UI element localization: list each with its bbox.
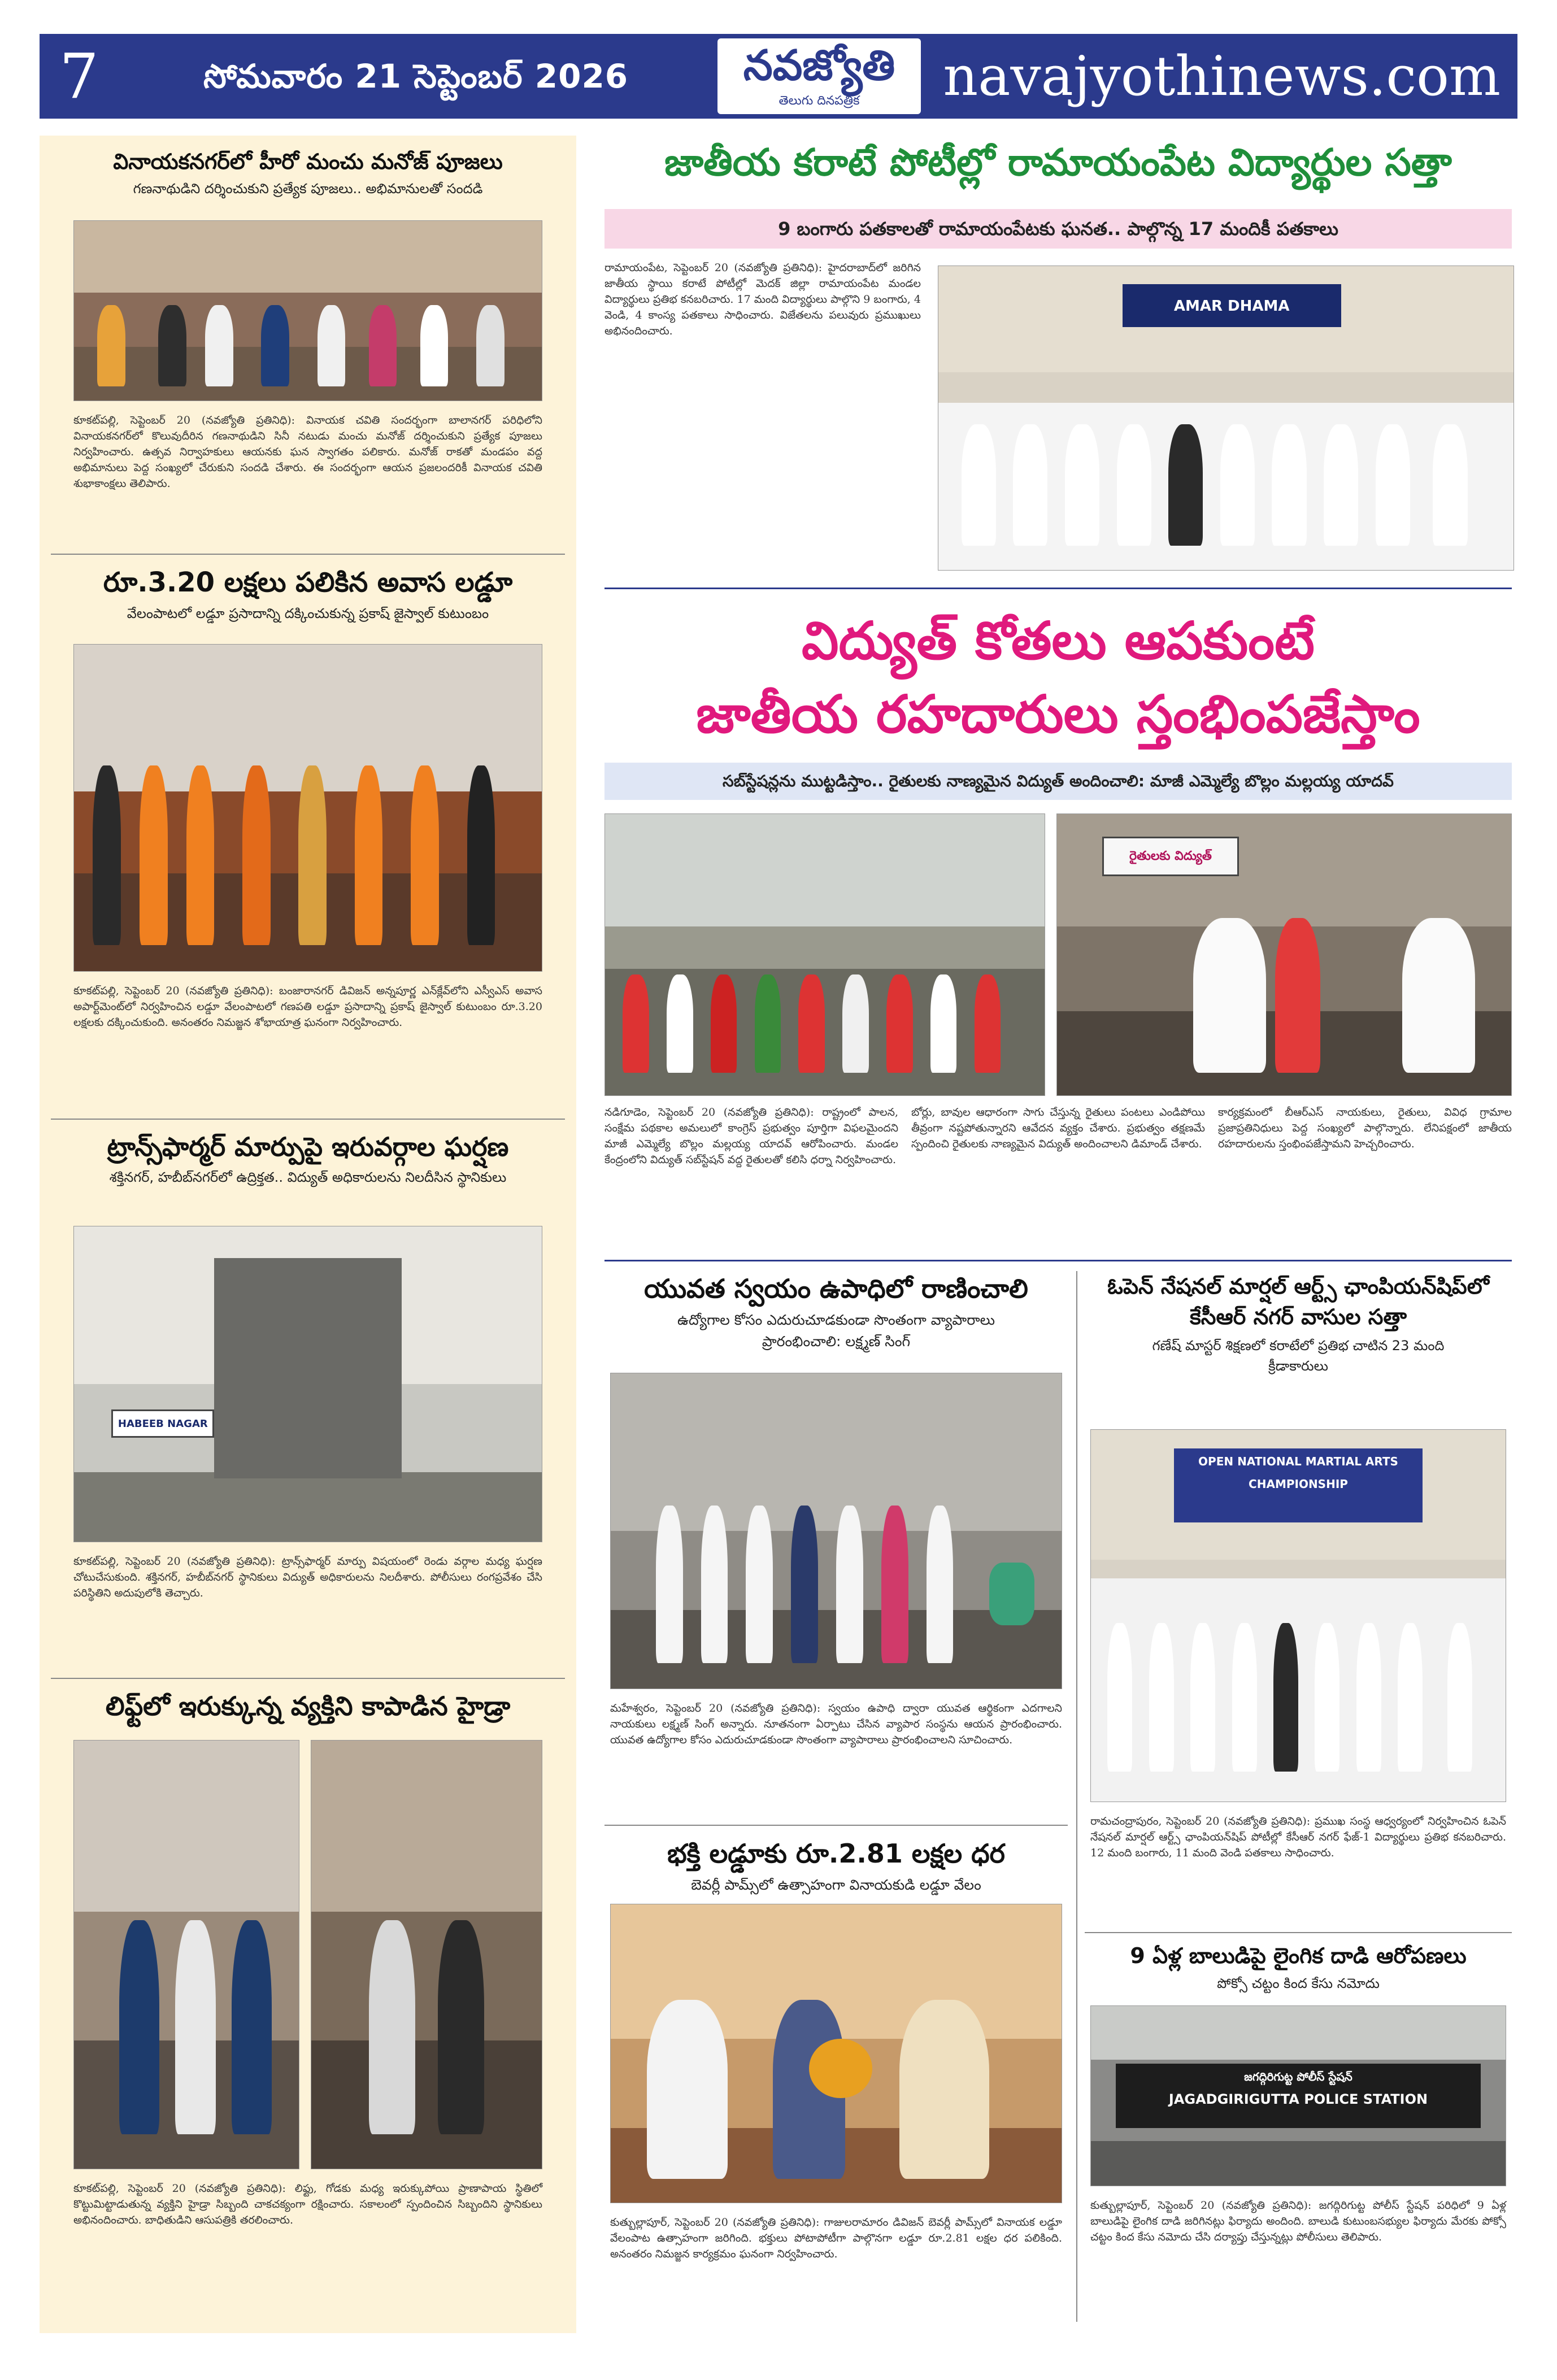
story-headline-line1: విద్యుత్ కోతలు ఆపకుంటే — [802, 611, 1315, 671]
story-subhead: బెవర్లీ పామ్స్‌లో ఉత్సాహంగా వినాయకుడి లడ్డూ వేలం — [691, 1877, 981, 1893]
story-power-cuts — [599, 604, 1517, 751]
photo-youth-shop — [610, 1373, 1062, 1689]
photo-martial-arts-team — [1090, 1429, 1506, 1802]
photo-rescue-2 — [311, 1740, 542, 2169]
column-separator — [1076, 1271, 1077, 2322]
story-subhead: వేలంపాటలో లడ్డూ ప్రసాదాన్ని దక్కించుకున్న ప్రకాష్ జైస్వాల్ కుటుంబం — [127, 606, 489, 621]
story-body: మహేశ్వరం, సెప్టెంబర్ 20 (నవజ్యోతి ప్రతినిధి): స్వయం ఉపాధి ద్వారా యువత ఆర్థికంగా ఎదగాలని నాయకులు లక్ష్మణ్ సింగ్ అన్నారు. నూతనంగా ఏర్పాటు చేసిన వ్యాపార సంస్థను ఆయన ప్రారంభించారు. యువత ఉద్యోగాల కోసం ఎదురుచూడకుండా సొంతంగా వ్యాపారాలు ప్రారంభించాలని సూచించారు. — [610, 1702, 1062, 1746]
divider — [604, 1260, 1512, 1261]
event-banner: OPEN NATIONAL MARTIAL ARTS CHAMPIONSHIP — [1174, 1448, 1423, 1523]
story-headline-line2: జాతీయ రహదారులు స్తంభింపజేస్తాం — [696, 684, 1420, 745]
logo-text: నవజ్యోతి — [743, 41, 895, 90]
story-subhead-line2: ప్రారంభించాలి: లక్ష్మణ్ సింగ్ — [762, 1333, 911, 1350]
story-headline: జాతీయ కరాటే పోటీల్లో రామాయంపేట విద్యార్థుల సత్తా — [664, 141, 1452, 184]
story-headline: వినాయకనగర్‌లో హీరో మంచు మనోజ్ పూజలు — [113, 149, 503, 174]
police-station-board — [1116, 2064, 1481, 2128]
story-avasa-laddu — [51, 565, 565, 624]
page-number: 7 — [59, 40, 99, 112]
street-sign: HABEEB NAGAR — [111, 1409, 214, 1438]
story-subhead-line1: గణేష్ మాస్టర్ శిక్షణలో కరాటేలో ప్రతిభ చాటిన 23 మంది — [1152, 1338, 1445, 1354]
story-headline-line2: కేసీఆర్ నగర్ వాసుల సత్తా — [1189, 1304, 1407, 1329]
story-body: రామచంద్రాపురం, సెప్టెంబర్ 20 (నవజ్యోతి ప్రతినిధి): ప్రముఖ సంస్థ ఆధ్వర్యంలో నిర్వహించిన ఓపెన్ నేషనల్ మార్షల్ ఆర్ట్స్ ఛాంపియన్‌షిప్ పోటీల్లో కేసీఆర్ నగర్ ఫేజ్-1 విద్యార్థులు ప్రతిభ కనబరిచారు. 12 మంది బంగారు, 11 మంది వెండి పతకాలు సాధించారు. — [1090, 1815, 1506, 1859]
subhead-box — [604, 209, 1512, 249]
photo-laddu-pandal — [73, 644, 542, 972]
story-martial-arts — [1085, 1271, 1512, 1376]
story-body: కూకట్‌పల్లి, సెప్టెంబర్ 20 (నవజ్యోతి ప్రతినిధి): లిఫ్టు, గోడకు మధ్య ఇరుక్కుపోయి ప్రాణాపాయ స్థితిలో కొట్టుమిట్టాడుతున్న వ్యక్తిని హైడ్రా సిబ్బంది చాకచక్యంగా రక్షించారు. సకాలంలో స్పందించిన సిబ్బందిని స్థానికులు అభినందించారు. బాధితుడిని ఆసుపత్రికి తరలించారు. — [73, 2182, 542, 2226]
photo-karate-winners — [938, 266, 1514, 571]
story-manchu-manoj — [51, 147, 565, 199]
story-subhead: సబ్‌స్టేషన్లను ముట్టడిస్తాం.. రైతులకు నాణ్యమైన విద్యుత్ అందించాలి: మాజీ ఎమ్మెల్యే బొల్లం మల్లయ్య యాదవ్ — [723, 772, 1394, 790]
newspaper-logo[interactable] — [717, 38, 921, 114]
photo-manoj-temple — [73, 220, 542, 401]
story-subhead: పోక్సో చట్టం కింద కేసు నమోదు — [1217, 1976, 1380, 1991]
story-headline-line1: ఓపెన్ నేషనల్ మార్షల్ ఆర్ట్స్ ఛాంపియన్‌షిప్‌లో — [1107, 1274, 1489, 1299]
story-body-col1: నడిగూడెం, సెప్టెంబర్ 20 (నవజ్యోతి ప్రతినిధి): రాష్ట్రంలో పాలన, సంక్షేమ పథకాల అమలులో కాంగ్రెస్ ప్రభుత్వం పూర్తిగా విఫలమైందని మాజీ ఎమ్మెల్యే బొల్లం మల్లయ్య యాదవ్ ఆరోపించారు. మండల కేంద్రంలోని విద్యుత్ సబ్‌స్టేషన్ వద్ద రైతులతో కలిసి ధర్నా నిర్వహించారు. — [604, 1106, 898, 1166]
story-subhead: 9 బంగారు పతకాలతో రామాయంపేటకు ఘనత.. పాల్గొన్న 17 మందికీ పతకాలు — [778, 218, 1338, 240]
photo-laddu-handover — [610, 1904, 1062, 2203]
story-pocso-case — [1085, 1940, 1512, 1994]
logo-tagline: తెలుగు దినపత్రిక — [778, 94, 860, 108]
issue-date: సోమవారం 21 సెప్టెంబర్ 2026 — [203, 57, 629, 95]
right-column — [599, 136, 1517, 2333]
story-body: కుత్బుల్లాపూర్, సెప్టెంబర్ 20 (నవజ్యోతి ప్రతినిధి): జగద్గిరిగుట్ట పోలీస్ స్టేషన్ పరిధిలో 9 ఏళ్ల బాలుడిపై లైంగిక దాడి జరిగినట్లు ఫిర్యాదు అందింది. బాలుడి కుటుంబసభ్యుల ఫిర్యాదు మేరకు పోక్సో చట్టం కింద కేసు నమోదు చేసి దర్యాప్తు చేస్తున్నట్లు పోలీసులు తెలిపారు. — [1090, 2199, 1506, 2243]
story-youth-self-employment — [604, 1271, 1068, 1352]
story-transformer — [51, 1130, 565, 1187]
protest-placard: రైతులకు విద్యుత్ — [1102, 837, 1238, 876]
story-subhead-line1: ఉద్యోగాల కోసం ఎదురుచూడకుండా సొంతంగా వ్యాపారాలు — [677, 1312, 995, 1328]
story-bhakti-laddu — [604, 1836, 1068, 1896]
photo-police-station — [1090, 2005, 1506, 2186]
photo-substation-dharna — [604, 813, 1045, 1096]
photo-mallaiah-speech — [1056, 813, 1512, 1096]
story-headline: రూ.3.20 లక్షలు పలికిన అవాస లడ్డూ — [103, 567, 513, 598]
story-subhead-line2: క్రీడాకారులు — [1268, 1358, 1328, 1374]
divider — [51, 1119, 565, 1120]
divider — [51, 1678, 565, 1679]
photo-transformer — [73, 1226, 542, 1542]
left-column — [40, 136, 576, 2333]
story-karate — [599, 136, 1517, 190]
board-text-english: JAGADGIRIGUTTA POLICE STATION — [1168, 2091, 1428, 2107]
story-headline: భక్తి లడ్డూకు రూ.2.81 లక్షల ధర — [667, 1838, 1005, 1869]
story-hydra-rescue — [51, 1689, 565, 1723]
story-subhead: శక్తినగర్, హబీబ్‌నగర్‌లో ఉద్రిక్తత.. విద్యుత్ అధికారులను నిలదీసిన స్థానికులు — [109, 1169, 507, 1185]
divider — [1085, 1932, 1512, 1933]
story-body-col3: కార్యక్రమంలో బీఆర్ఎస్ నాయకులు, రైతులు, వివిధ గ్రామాల ప్రజాప్రతినిధులు పెద్ద సంఖ్యలో పాల్గొన్నారు. లేనిపక్షంలో జాతీయ రహదారులను స్తంభింపజేస్తామని హెచ్చరించారు. — [1218, 1106, 1512, 1150]
story-body: కూకట్‌పల్లి, సెప్టెంబర్ 20 (నవజ్యోతి ప్రతినిధి): ట్రాన్స్‌ఫార్మర్ మార్పు విషయంలో రెండు వర్గాల మధ్య ఘర్షణ చోటుచేసుకుంది. శక్తినగర్, హబీబ్‌నగర్ స్థానికులు విద్యుత్ అధికారులను నిలదీశారు. పోలీసులు రంగప్రవేశం చేసి పరిస్థితిని అదుపులోకి తెచ్చారు. — [73, 1555, 542, 1599]
story-body: కూకట్‌పల్లి, సెప్టెంబర్ 20 (నవజ్యోతి ప్రతినిధి): వినాయక చవితి సందర్భంగా బాలానగర్ పరిధిలోని వినాయకనగర్‌లో కొలువుదీరిన గణనాథుడిని సినీ నటుడు మంచు మనోజ్ దర్శించుకుని ప్రత్యేక పూజలు నిర్వహించారు. ఉత్సవ నిర్వాహకులు ఆయనకు ఘన స్వాగతం పలికారు. మనోజ్ రాకతో మండపం వద్ద అభిమానులు పెద్ద సంఖ్యలో చేరుకుని సందడి చేశారు. ఈ సందర్భంగా ఆయన ప్రజలందరికీ వినాయక చవితి శుభాకాంక్షలు తెలిపారు. — [73, 414, 542, 490]
board-text-telugu: జగద్గిరిగుట్ట పోలీస్ స్టేషన్ — [1244, 2069, 1352, 2083]
story-subhead: గణనాథుడిని దర్శించుకుని ప్రత్యేక పూజలు.. అభిమానులతో సందడి — [133, 181, 483, 197]
story-body-col2: బోర్లు, బావుల ఆధారంగా సాగు చేస్తున్న రైతులు పంటలు ఎండిపోయి తీవ్రంగా నష్టపోతున్నారని ఆవేదన వ్యక్తం చేశారు. ప్రభుత్వం తక్షణమే స్పందించి రైతులకు నాణ్యమైన విద్యుత్ అందించాలని డిమాండ్ చేశారు. — [911, 1106, 1205, 1150]
subhead-box — [604, 763, 1512, 800]
story-body: కూకట్‌పల్లి, సెప్టెంబర్ 20 (నవజ్యోతి ప్రతినిధి): బంజారానగర్ డివిజన్ అన్నపూర్ణ ఎన్‌క్లేవ్‌లోని ఎస్వీఎస్ అవాస అపార్ట్‌మెంట్‌లో నిర్వహించిన లడ్డూ వేలంపాటలో గణపతి లడ్డూ ప్రసాదాన్ని ప్రకాష్ జైస్వాల్ కుటుంబం రూ.3.20 లక్షలకు దక్కించుకుంది. అనంతరం నిమజ్జన శోభాయాత్ర ఘనంగా నిర్వహించారు. — [73, 985, 542, 1029]
story-headline: ట్రాన్స్‌ఫార్మర్ మార్పుపై ఇరువర్గాల ఘర్షణ — [107, 1132, 509, 1162]
story-headline: 9 ఏళ్ల బాలుడిపై లైంగిక దాడి ఆరోపణలు — [1130, 1943, 1467, 1968]
masthead — [40, 34, 1517, 119]
story-headline: యువత స్వయం ఉపాధిలో రాణించాలి — [644, 1273, 1028, 1304]
story-body: రామాయంపేట, సెప్టెంబర్ 20 (నవజ్యోతి ప్రతినిధి): హైదరాబాద్‌లో జరిగిన జాతీయ స్థాయి కరాటే పోటీల్లో మెదక్ జిల్లా రామాయంపేట మండల విద్యార్థులు ప్రతిభ కనబరిచారు. 17 మంది విద్యార్థులు పాల్గొని 9 బంగారు, 4 వెండి, 4 కాంస్య పతకాలు సాధించారు. విజేతలను పలువురు ప్రముఖులు అభినందించారు. — [604, 262, 921, 337]
website-url[interactable]: navajyothinews.com — [943, 45, 1501, 108]
story-headline: లిఫ్ట్‌లో ఇరుక్కున్న వ్యక్తిని కాపాడిన హైడ్రా — [105, 1691, 511, 1721]
story-body: కుత్బుల్లాపూర్, సెప్టెంబర్ 20 (నవజ్యోతి ప్రతినిధి): గాజులరామారం డివిజన్ బెవర్లీ పామ్స్‌లో వినాయక లడ్డూ వేలంపాట ఉత్సాహంగా జరిగింది. భక్తులు పోటాపోటీగా పాల్గొనగా లడ్డూ రూ.2.81 లక్షల ధర పలికింది. అనంతరం నిమజ్జన కార్యక్రమం ఘనంగా నిర్వహించారు. — [610, 2216, 1062, 2260]
photo-rescue-1 — [73, 1740, 299, 2169]
divider — [604, 588, 1512, 589]
divider — [604, 1825, 1068, 1826]
divider — [51, 554, 565, 555]
event-banner: AMAR DHAMA — [1123, 284, 1341, 327]
